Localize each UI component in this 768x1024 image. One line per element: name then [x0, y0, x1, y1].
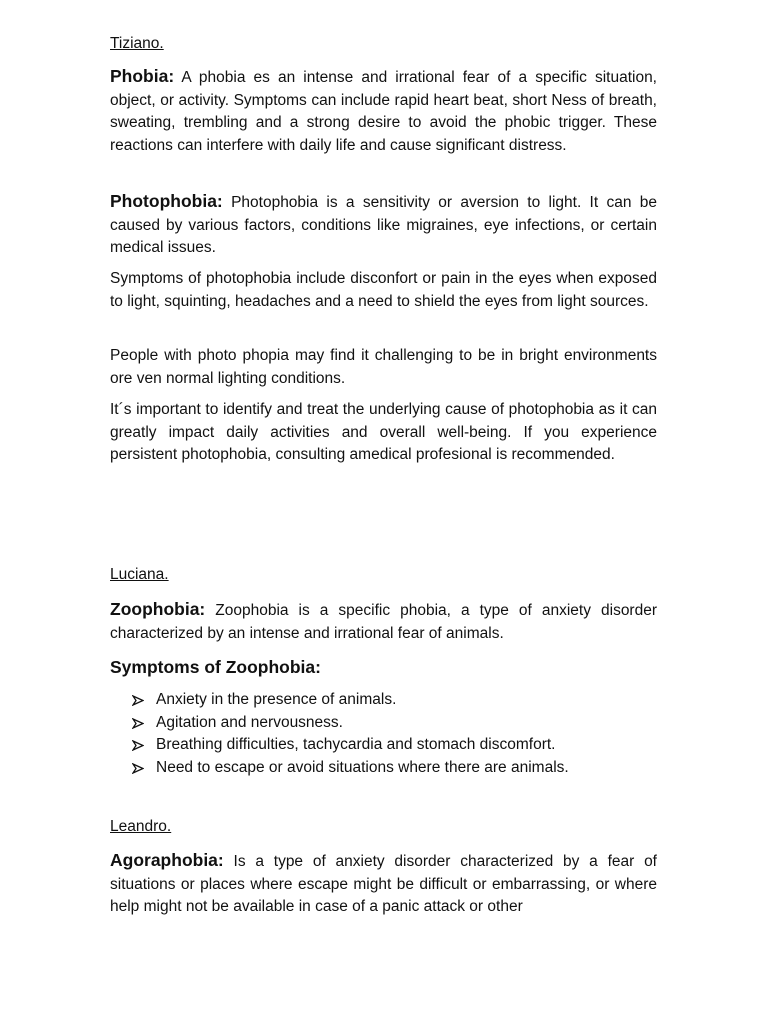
symptom-text: Anxiety in the presence of animals. [156, 691, 397, 708]
paragraph-photophobia-symptoms: Symptoms of photophobia include disconfort or pain in the eyes when exposed to light, squinting, headaches and a need to shield the eyes from light sources. [110, 270, 657, 310]
list-item [110, 712, 657, 735]
paragraph-phobia [110, 65, 657, 157]
arrow-bullet-icon [132, 695, 144, 706]
definition-phobia: A phobia es an intense and irrational fear of a specific situation, object, or activity. Symptoms can include rapid heart beat, short Ness of breath, sweating, trembling and a strong desire to avoid the phobic trigger. These reactions can interfere with daily life and cause significant distress. [110, 69, 657, 154]
arrow-bullet-icon [132, 740, 144, 751]
author-tiziano: Tiziano. [110, 35, 164, 52]
paragraph-agoraphobia [110, 849, 657, 919]
symptoms-heading: Symptoms of Zoophobia: [110, 657, 321, 677]
author-luciana: Luciana. [110, 566, 169, 583]
symptom-text: Need to escape or avoid situations where there are animals. [156, 758, 569, 776]
list-item [110, 734, 657, 757]
paragraph-photophobia-treatment: It´s important to identify and treat the underlying cause of photophobia as it can greatly impact daily activities and overall well-being. If you experience persistent photophobia, consulting amedical profesional is recommended. [110, 401, 657, 464]
paragraph-photophobia [110, 190, 657, 260]
list-item [110, 689, 657, 712]
definition-agoraphobia: Is a type of anxiety disorder characterized by a fear of situations or places where escape might be difficult or embarrassing, or where help might not be available in case of a panic attack or other [110, 853, 657, 916]
definition-zoophobia: Zoophobia is a specific phobia, a type of anxiety disorder characterized by an intense and irrational fear of animals. [110, 602, 657, 642]
list-item [110, 757, 657, 780]
symptom-text: Breathing difficulties, tachycardia and stomach discomfort. [156, 736, 556, 754]
paragraph-photophobia-environments: People with photo phopia may find it challenging to be in bright environments ore ven normal lighting conditions. [110, 347, 657, 387]
term-agoraphobia: Agoraphobia: [110, 850, 224, 870]
arrow-bullet-icon [132, 718, 144, 729]
document-page [110, 0, 657, 1024]
paragraph-zoophobia [110, 598, 657, 645]
term-zoophobia: Zoophobia: [110, 599, 206, 619]
arrow-bullet-icon [132, 763, 144, 774]
term-photophobia: Photophobia: [110, 191, 223, 211]
author-leandro: Leandro. [110, 818, 172, 835]
term-phobia: Phobia: [110, 66, 175, 86]
definition-photophobia: Photophobia is a sensitivity or aversion to light. It can be caused by various factors, conditions like migraines, eye infections, or certain medical issues. [110, 194, 657, 257]
symptom-text: Agitation and nervousness. [156, 713, 343, 731]
symptoms-list [110, 689, 657, 779]
